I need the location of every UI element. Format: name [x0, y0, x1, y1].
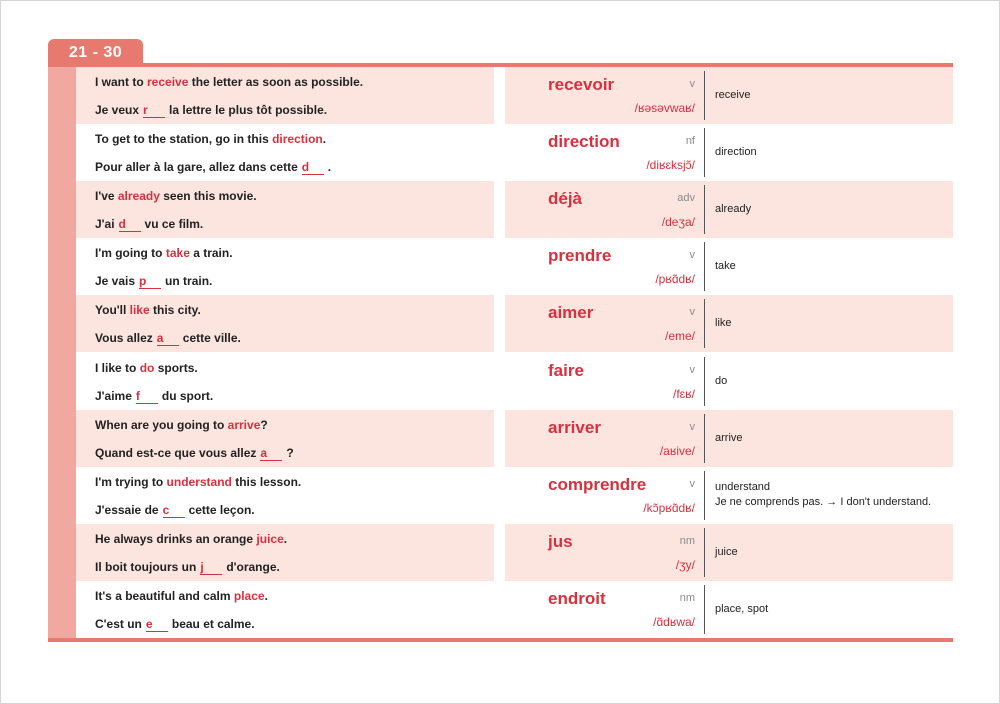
vocab-row	[0, 295, 1000, 352]
french-text: .	[327, 160, 332, 175]
meaning-cell	[715, 124, 951, 181]
fill-blank: e	[146, 618, 168, 632]
column-divider	[704, 71, 705, 120]
french-sentence	[95, 389, 213, 404]
pronunciation: /ʒy/	[675, 557, 695, 572]
vocab-row	[0, 124, 1000, 181]
english-keyword: place	[233, 588, 265, 603]
english-keyword: receive	[147, 75, 189, 89]
word-cell	[505, 295, 953, 352]
sentence-cell	[76, 181, 494, 238]
column-divider	[704, 357, 705, 406]
sentence-cell	[76, 410, 494, 467]
column-divider	[704, 299, 705, 348]
headword: prendre	[548, 246, 612, 266]
part-of-speech: v	[689, 78, 695, 90]
headword: aimer	[548, 303, 594, 323]
pronunciation: /ʁəsəvwaʁ/	[634, 101, 695, 115]
fill-blank: p	[139, 275, 161, 289]
fill-blank: r	[143, 104, 165, 118]
french-text: C'est un	[95, 616, 142, 631]
english-text: I like to	[95, 360, 140, 375]
sentence-cell	[76, 238, 494, 295]
english-text: a train.	[189, 246, 233, 261]
english-sentence	[95, 75, 363, 89]
meaning: like	[715, 317, 732, 330]
english-text: this lesson.	[231, 474, 302, 489]
meaning-cell	[715, 581, 951, 638]
english-text: seen this movie.	[159, 189, 257, 204]
english-text: I'm trying to	[95, 474, 167, 489]
pronunciation: /kɔ̃pʁɑ̃dʁ/	[643, 500, 695, 515]
meaning-cell	[715, 353, 951, 410]
meaning-cell	[715, 181, 951, 238]
headword: déjà	[548, 189, 583, 209]
english-sentence	[95, 189, 257, 203]
vocab-row	[0, 410, 1000, 467]
meaning: understand	[715, 481, 771, 494]
french-text: la lettre le plus tôt possible.	[169, 103, 328, 117]
pronunciation: /fɛʁ/	[672, 386, 695, 401]
sentence-cell	[76, 67, 494, 124]
french-text: ?	[286, 445, 294, 460]
headword: direction	[548, 132, 620, 152]
french-text: un train.	[165, 274, 213, 289]
fill-blank: d	[119, 218, 141, 232]
column-divider	[704, 585, 705, 634]
column-divider	[704, 128, 705, 177]
sentence-cell	[76, 467, 494, 524]
part-of-speech: nm	[679, 591, 695, 604]
word-cell	[505, 353, 953, 410]
english-text: He always drinks an orange	[95, 531, 257, 546]
meaning-cell	[715, 295, 951, 352]
french-text: Je vais	[95, 274, 136, 289]
column-divider	[704, 471, 705, 520]
english-sentence	[95, 132, 326, 146]
column-divider	[704, 242, 705, 291]
fill-blank: a	[157, 332, 179, 346]
headword: endroit	[548, 588, 606, 608]
section-tab: 21 - 30	[48, 39, 143, 67]
part-of-speech: nm	[679, 534, 695, 547]
english-text: .	[283, 531, 288, 546]
english-text: It's a beautiful and calm	[95, 588, 234, 603]
pronunciation: /ɑ̃dʁwa/	[653, 614, 695, 629]
french-text: cette ville.	[182, 331, 241, 346]
english-text: You'll	[95, 303, 130, 318]
vocab-row	[0, 467, 1000, 524]
part-of-speech: v	[689, 249, 695, 262]
english-sentence	[95, 532, 287, 546]
english-text: .	[264, 588, 268, 603]
pronunciation: /aʁive/	[659, 443, 695, 458]
meaning: juice	[715, 545, 738, 558]
word-cell	[505, 238, 953, 295]
english-text: ?	[260, 417, 268, 432]
meaning: arrive	[715, 431, 743, 444]
english-sentence	[95, 475, 301, 489]
headword: faire	[548, 360, 584, 380]
english-text: I've	[95, 189, 118, 204]
english-text: .	[322, 132, 327, 147]
word-cell	[505, 124, 953, 181]
english-sentence	[95, 418, 268, 432]
part-of-speech: v	[689, 306, 695, 319]
part-of-speech: nf	[685, 135, 695, 148]
french-sentence	[95, 503, 255, 518]
fill-blank: j	[200, 561, 222, 575]
french-text: J'aime	[95, 388, 132, 403]
meaning: place, spot	[715, 602, 769, 615]
english-keyword: like	[129, 303, 150, 318]
french-sentence	[95, 446, 294, 461]
french-text: Vous allez	[95, 331, 153, 346]
meaning-cell	[715, 238, 951, 295]
english-text: I want to	[95, 75, 147, 89]
headword: recevoir	[548, 75, 615, 94]
column-divider	[704, 185, 705, 234]
sentence-cell	[76, 524, 494, 581]
french-text: Il boit toujours un	[95, 559, 197, 574]
fill-blank: f	[136, 390, 158, 404]
vocab-row	[0, 67, 1000, 124]
vocab-row	[0, 353, 1000, 410]
example-sentence: Je ne comprends pas. → I don't understand.	[715, 496, 932, 509]
french-text: du sport.	[161, 388, 214, 403]
meaning: do	[715, 374, 728, 387]
french-text: J'ai	[95, 217, 115, 232]
french-text: beau et calme.	[171, 616, 255, 631]
vocab-row	[0, 581, 1000, 638]
column-divider	[704, 528, 705, 577]
column-divider	[704, 414, 705, 463]
sentence-cell	[76, 581, 494, 638]
french-sentence	[95, 160, 331, 175]
french-sentence	[95, 331, 241, 346]
french-text: Pour aller à la gare, allez dans cette	[95, 160, 298, 175]
french-text: d'orange.	[226, 559, 280, 574]
meaning-cell	[715, 410, 951, 467]
fill-blank: d	[302, 161, 324, 175]
english-sentence	[95, 589, 268, 603]
french-text: cette leçon.	[188, 502, 255, 517]
fill-blank: a	[260, 447, 282, 461]
headword: arriver	[548, 417, 601, 437]
sentence-cell	[76, 124, 494, 181]
english-sentence	[95, 361, 198, 375]
vocab-row	[0, 238, 1000, 295]
bottom-rule	[48, 638, 953, 642]
vocab-row	[0, 181, 1000, 238]
pronunciation: /diʁɛksjɔ̃/	[646, 158, 695, 173]
english-text: the letter as soon as possible.	[188, 75, 364, 89]
french-text: Je veux	[95, 103, 140, 117]
meaning: take	[715, 260, 736, 273]
part-of-speech: v	[689, 477, 695, 490]
english-text: When are you going to	[95, 417, 228, 432]
part-of-speech: adv	[677, 192, 695, 205]
english-keyword: understand	[166, 474, 232, 489]
french-text: J'essaie de	[95, 502, 159, 517]
pronunciation: /eme/	[664, 329, 695, 344]
word-cell	[505, 410, 953, 467]
word-cell	[505, 524, 953, 581]
meaning: already	[715, 203, 752, 216]
meaning-cell	[715, 524, 951, 581]
fill-blank: c	[163, 504, 185, 518]
english-text: sports.	[154, 360, 198, 375]
english-keyword: do	[139, 360, 155, 375]
sentence-cell	[76, 295, 494, 352]
english-keyword: take	[165, 246, 190, 261]
english-text: this city.	[149, 303, 201, 318]
french-sentence	[95, 617, 255, 632]
pronunciation: /pʁɑ̃dʁ/	[655, 272, 695, 287]
english-sentence	[95, 303, 201, 317]
english-keyword: already	[117, 189, 160, 204]
meaning: direction	[715, 146, 757, 159]
word-cell	[505, 581, 953, 638]
french-sentence	[95, 274, 212, 289]
vocab-row	[0, 524, 1000, 581]
part-of-speech: v	[689, 363, 695, 376]
english-keyword: arrive	[227, 417, 261, 432]
english-text: I'm going to	[95, 246, 166, 261]
french-text: vu ce film.	[144, 217, 204, 232]
english-keyword: juice	[256, 531, 284, 546]
french-sentence	[95, 560, 280, 575]
french-sentence	[95, 103, 327, 118]
meaning-cell	[715, 467, 951, 524]
sentence-cell	[76, 353, 494, 410]
french-text: Quand est-ce que vous allez	[95, 445, 257, 460]
headword: comprendre	[548, 474, 647, 494]
word-cell	[505, 181, 953, 238]
word-cell	[505, 67, 953, 124]
english-sentence	[95, 246, 233, 260]
word-cell	[505, 467, 953, 524]
part-of-speech: v	[689, 420, 695, 433]
english-keyword: direction	[272, 132, 323, 147]
french-sentence	[95, 217, 203, 232]
headword: jus	[548, 531, 573, 551]
pronunciation: /deʒa/	[661, 215, 695, 230]
meaning: receive	[715, 89, 751, 101]
english-text: To get to the station, go in this	[95, 132, 273, 147]
meaning-cell	[715, 67, 951, 124]
